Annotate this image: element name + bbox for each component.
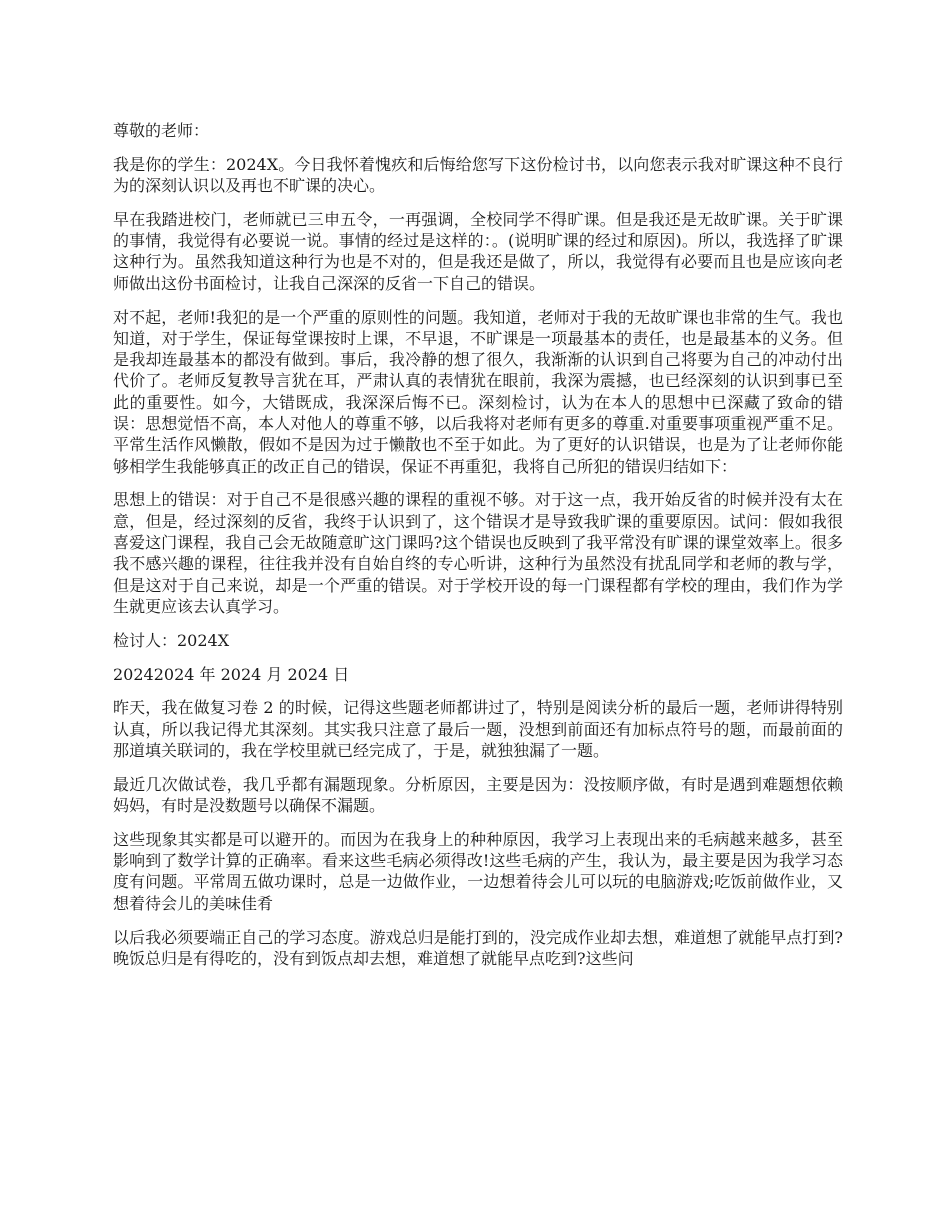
date-line: 20242024 年 2024 月 2024 日 bbox=[113, 664, 350, 684]
missed-questions-paragraph: 最近几次做试卷，我几乎都有漏题现象。分析原因，主要是因为：没按顺序做，有时是遇到难题想依赖妈妈，有时是没数题号以确保不漏题。 bbox=[113, 774, 843, 816]
resolution-paragraph: 以后我必须要端正自己的学习态度。游戏总归是能打到的，没完成作业却去想，难道想了就能早点打到?晚饭总归是有得吃的，没有到饭点却去想，难道想了就能早点吃到?这些问 bbox=[113, 927, 843, 968]
review-paragraph: 昨天，我在做复习卷 2 的时候，记得这些题老师都讲过了，特别是阅读分析的最后一题，老师讲得特别认真，所以我记得尤其深刻。其实我只注意了最后一题，没想到前面还有加标点符号的题，而最前面的那道填关联词的，我在学校里就已经完成了，于是，就独独漏了一题。 bbox=[113, 698, 843, 760]
signature-line: 检讨人：2024X bbox=[113, 630, 230, 650]
document-page bbox=[113, 120, 843, 982]
apology-paragraph: 对不起，老师!我犯的是一个严重的原则性的问题。我知道，老师对于我的无故旷课也非常的生气。我也知道，对于学生，保证每堂课按时上课，不早退，不旷课是一项最基本的责任，也是最基本的义务。但是我却连最基本的都没有做到。事后，我冷静的想了很久，我渐渐的认识到自己将要为自己的冲动付出代价了。老师反复教导言犹在耳，严肃认真的表情犹在眼前，我深为震撼，也已经深刻的认识到事已至此的重要性。如今，大错既成，我深深后悔不已。深刻检讨，认为在本人的思想中已深藏了致命的错误：思想觉悟不高，本人对他人的尊重不够，以后我将对老师有更多的尊重.对重要事项重视严重不足。平常生活作风懒散，假如不是因为过于懒散也不至于如此。为了更好的认识错误，也是为了让老师你能够相学生我能够真正的改正自己的错误，保证不再重犯，我将自己所犯的错误归结如下： bbox=[113, 307, 843, 476]
error-analysis-paragraph: 思想上的错误：对于自己不是很感兴趣的课程的重视不够。对于这一点，我开始反省的时候并没有太在意，但是，经过深刻的反省，我终于认识到了，这个错误才是导致我旷课的重要原因。试问：假如我很喜爱这门课程，我自己会无故随意旷这门课吗?这个错误也反映到了我平常没有旷课的课堂效率上。很多我不感兴趣的课程，往往我并没有自始自终的专心听讲，这种行为虽然没有扰乱同学和老师的教与学，但是这对于自己来说，却是一个严重的错误。对于学校开设的每一门课程都有学校的理由，我们作为学生就更应该去认真学习。 bbox=[113, 490, 843, 616]
background-paragraph: 早在我踏进校门，老师就已三申五令，一再强调，全校同学不得旷课。但是我还是无故旷课。关于旷课的事情，我觉得有必要说一说。事情的经过是这样的：。(说明旷课的经过和原因)。所以，我选择了旷课这种行为。虽然我知道这种行为也是不对的，但是我还是做了，所以，我觉得有必要而且也是应该向老师做出这份书面检讨，让我自己深深的反省一下自己的错误。 bbox=[113, 209, 843, 293]
intro-paragraph: 我是你的学生：2024X。今日我怀着愧疚和后悔给您写下这份检讨书，以向您表示我对旷课这种不良行为的深刻认识以及再也不旷课的决心。 bbox=[113, 154, 843, 196]
habits-paragraph: 这些现象其实都是可以避开的。而因为在我身上的种种原因，我学习上表现出来的毛病越来越多，甚至影响到了数学计算的正确率。看来这些毛病必须得改!这些毛病的产生，我认为，最主要是因为我学习态度有问题。平常周五做功课时，总是一边做作业，一边想着待会儿可以玩的电脑游戏;吃饭前做作业，又想着待会儿的美味佳肴 bbox=[113, 829, 843, 913]
salutation: 尊敬的老师： bbox=[113, 121, 210, 140]
